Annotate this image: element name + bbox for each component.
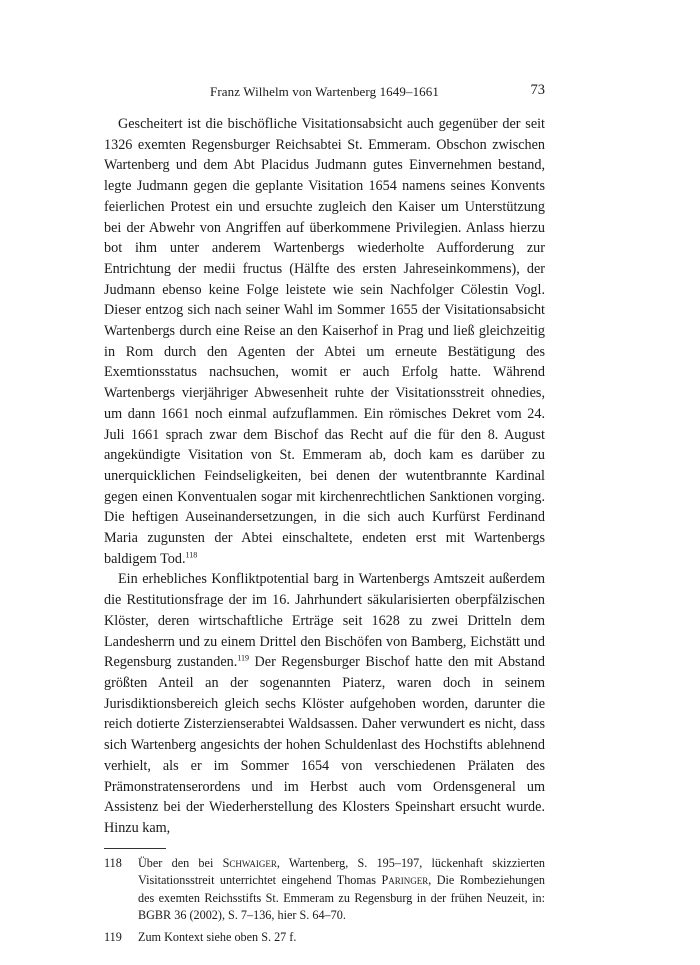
footnote [104,855,545,925]
running-head [104,82,545,104]
footnotes [104,855,545,947]
paragraph-text: Der Regensburger Bischof hatte den mit Abstand größten Anteil an der sogenannten Piaterz, waren doch in seinem Jurisdiktionsbereich gleich sechs Klöster aufgehoben worden, darunter die reich dotierte Zisterzienserabtei Waldsassen. Daher verwundert es nicht, dass sich Wartenberg angesichts der hohen Schuldenlast des Hochstifts ablehnend verhielt, als er im Sommer 1654 von verschiedenen Prälaten des Prämonstratenserordens und im Herbst auch vom Ordensgeneral um Assistenz bei der Wiederherstellung des Klosters Speinshart ersucht wurde. Hinzu kam, [104,654,546,836]
footnote-number: 119 [104,929,122,944]
footnote-text-part: , Wartenberg, S. 195–197, lückenhaft skizzierten Visitationsstreit unterrichtet eingehend Thomas [138,855,545,888]
running-title: Franz Wilhelm von Wartenberg 1649–1661 [210,84,439,99]
footnote [104,929,545,947]
footnote-text-part: Über den bei [138,855,223,870]
footnote-text-part: , Die Rombeziehungen des exemten Reichsstifts St. Emmeram zu Regensburg in der frühen Neuzeit, in: BGBR 36 (2002), S. 7–136, hier S. 64–70. [138,873,545,923]
author-name: Schwaiger [222,855,277,870]
footnote-separator [104,848,166,849]
paragraph [104,114,545,569]
footnote-text: Zum Kontext siehe oben S. 27 f. [138,929,297,944]
footnote-reference[interactable]: 118 [185,550,198,560]
paragraph-text: Ein erhebliches Konfliktpotential barg in Wartenbergs Amtszeit außerdem die Restitutionsfrage der im 16. Jahrhundert säkularisierten oberpfälzischen Klöster, deren wirtschaftliche Erträge seit 1628 zu zwei Dritteln dem Landesherrn und zu einem Drittel den Bischöfen von Bamberg, Eichstätt und Regensburg zustanden. [104,571,545,671]
paragraph-text: Gescheitert ist die bischöfliche Visitationsabsicht auch gegenüber der seit 1326 exemten Regensburger Reichsabtei St. Emmeram. Obschon zwischen Wartenberg und dem Abt Placidus Judmann gutes Einvernehmen bestand, legte Judmann gegen die geplante Visitation 1654 namens seines Konvents feierlichen Protest ein und ersuchte zugleich den Kaiser um Unterstützung bei der Abwehr von Angriffen auf überkommene Privilegien. Anlass hierzu bot ihm unter anderem Wartenbergs wiederholte Aufforderung zur Entrichtung der medii fructus (Hälfte des ersten Jahreseinkommens), der Judmann ebenso keine Folge leistete wie sein Nachfolger Cölestin Vogl. Dieser entzog sich nach seiner Wahl im Sommer 1655 der Visitationsabsicht Wartenbergs durch eine Reise an den Kaiserhof in Prag und ließ gleichzeitig in Rom durch den Agenten der Abtei um erneute Bestätigung des Exemtionsstatus nachsuchen, womit er auch Erfolg hatte. Während Wartenbergs vierjähriger Abwesenheit ruhte der Visitationsstreit ohnedies, um dann 1661 noch einmal aufzuflammen. Ein römisches Dekret vom 24. Juli 1661 sprach zwar dem Bischof das Recht auf die für den 8. August angekündigte Visitation von St. Emmeram ab, doch kam es darüber zu unerquicklichen Feindseligkeiten, bei denen der wutentbrannte Kardinal gegen einen Konventualen sogar mit kirchenrechtlichen Sanktionen vorging. Die heftigen Auseinandersetzungen, in die sich auch Kurfürst Ferdinand Maria zugunsten der Abtei einschaltete, endeten erst mit Wartenbergs baldigem Tod. [104,116,545,567]
page-number: 73 [530,82,545,98]
author-name: Paringer [381,873,429,888]
footnote-number: 118 [104,855,122,870]
body-text [104,114,545,839]
paragraph [104,569,545,838]
footnote-reference[interactable]: 119 [237,653,250,663]
footnote-text [138,855,545,925]
book-page [104,82,545,951]
